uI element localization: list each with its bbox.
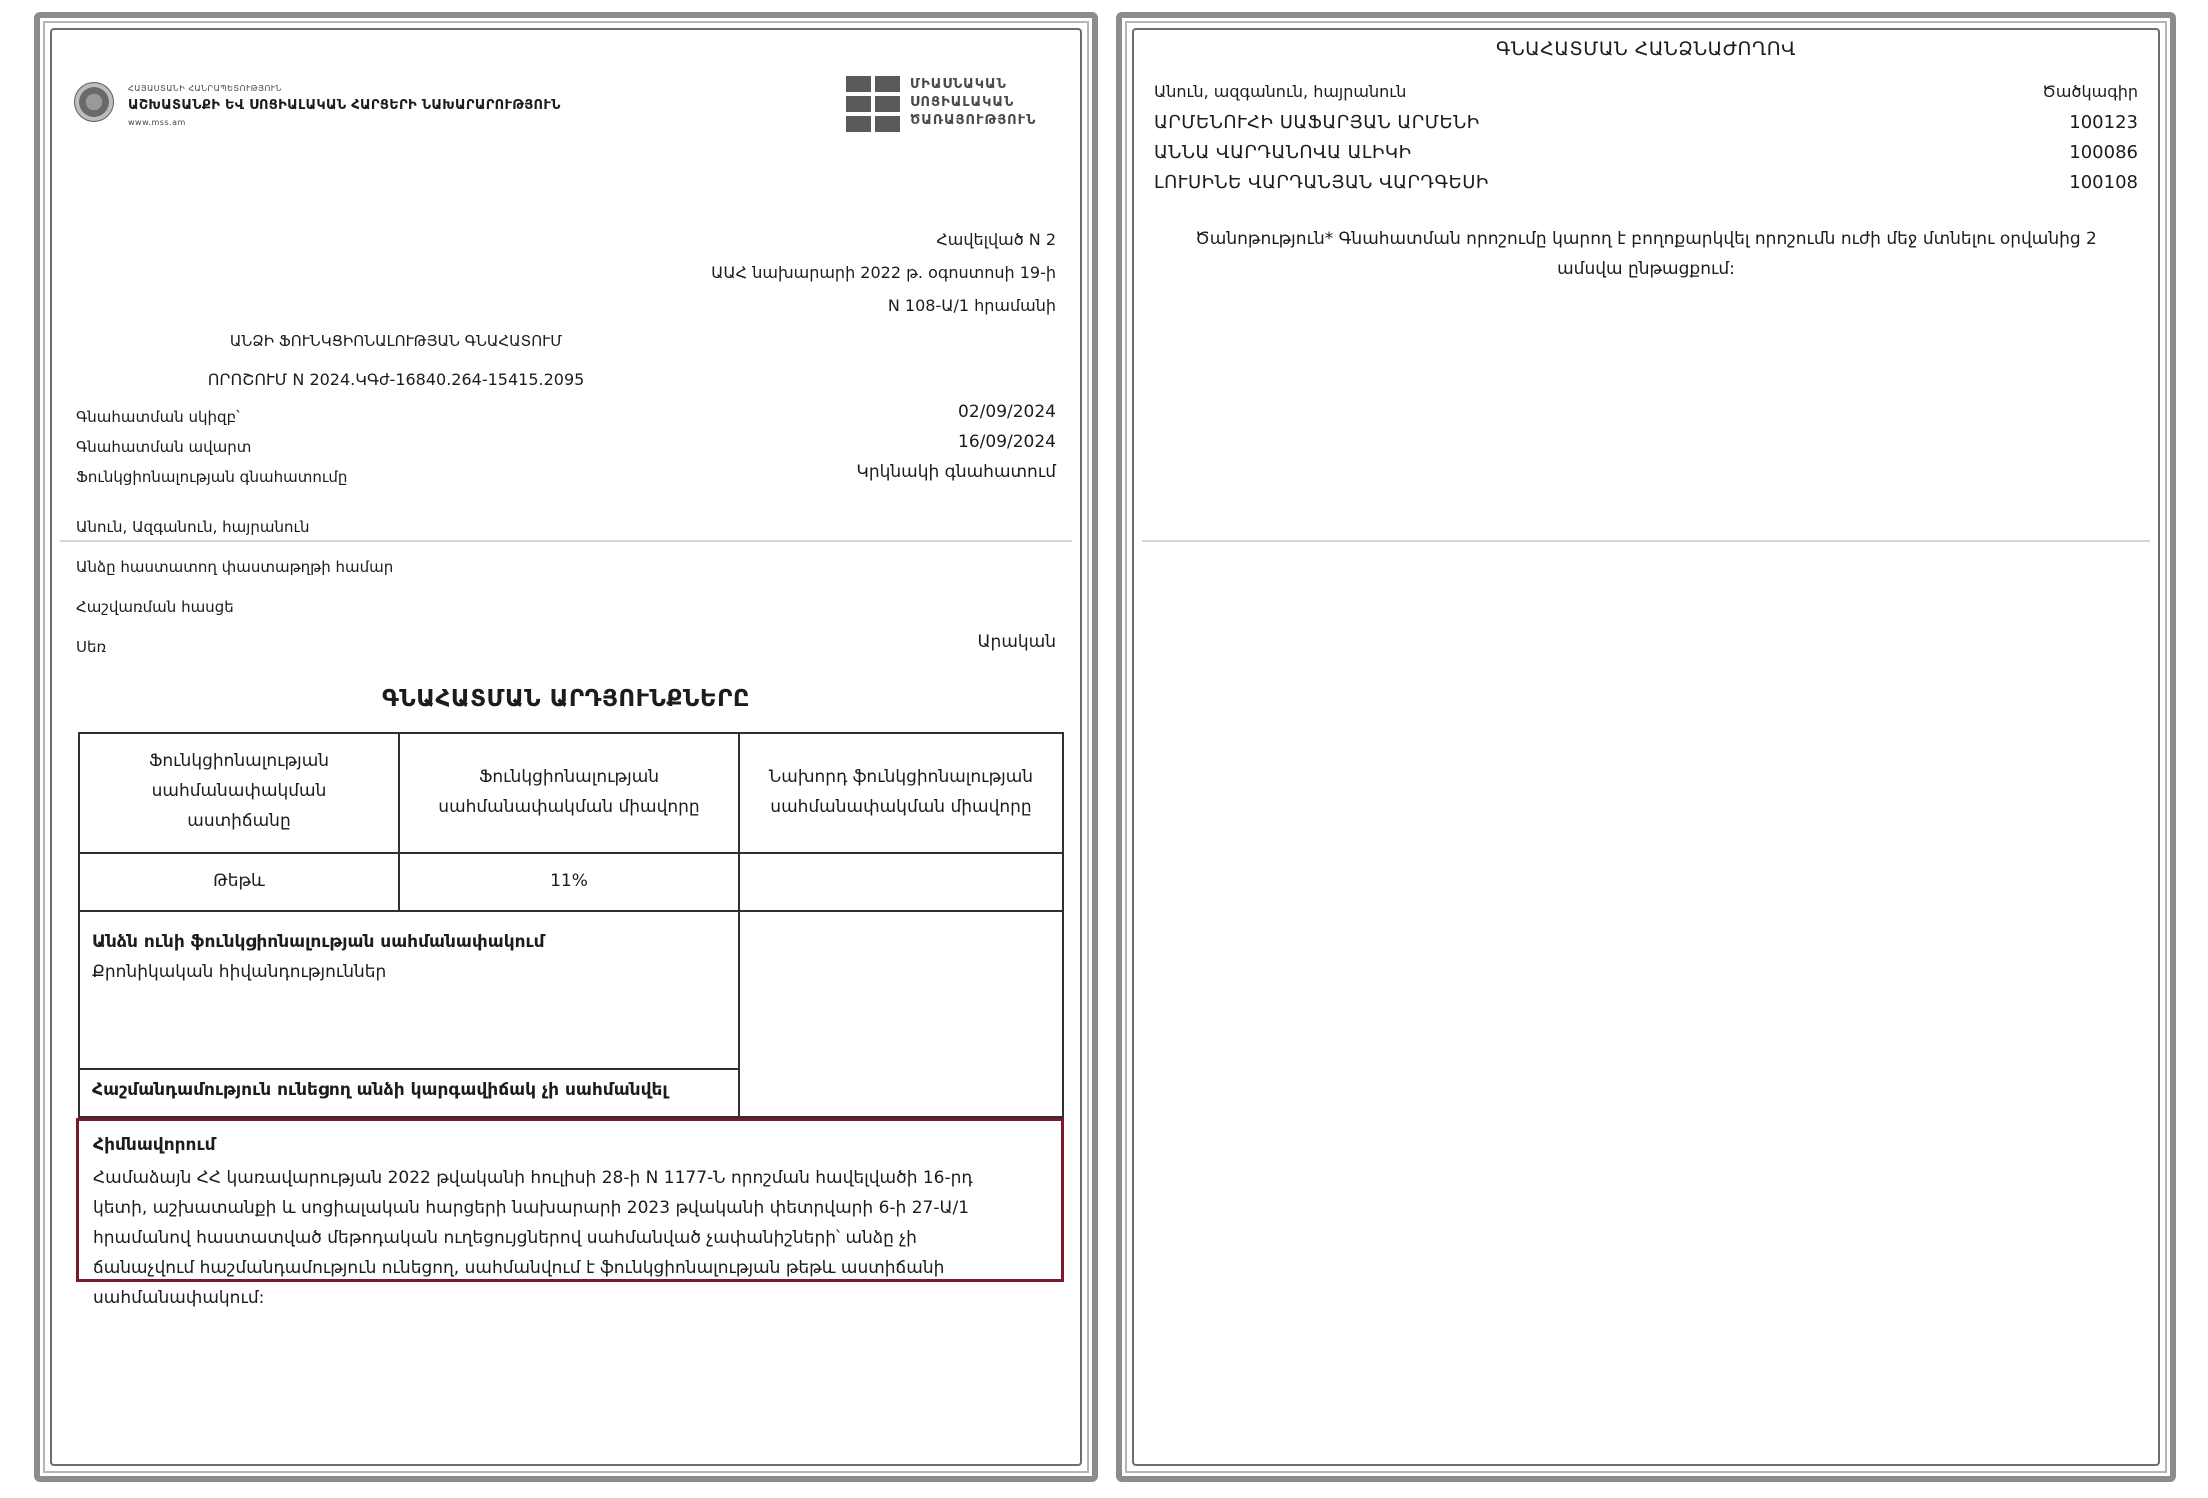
- address-label: Հաշվառման հասցե: [76, 598, 234, 616]
- start-date-value: 02/09/2024: [958, 402, 1056, 422]
- member-name: ԱՐՄԵՆՈՒՀԻ ՍԱՖԱՐՅԱՆ ԱՐՄԵՆԻ: [1154, 112, 1480, 133]
- doc-title: ԱՆՁԻ ՖՈՒՆԿՑԻՈՆԱԼՈՒԹՅԱՆ ԳՆԱՀԱՏՈՒՄ: [229, 332, 563, 350]
- logo-line-3: ԾԱՌԱՅՈՒԹՅՈՒՆ: [910, 113, 1037, 128]
- header-score-line-2: սահմանափակման միավորը: [438, 797, 700, 817]
- decision-number: ՈՐՈՇՈՒՄ N 2024.ԿԳժ-16840.264-15415.2095: [207, 370, 585, 389]
- member-name: ԱՆՆԱ ՎԱՐԴԱՆՈՎԱ ԱԼԻԿԻ: [1154, 142, 1412, 163]
- basis-section: [76, 1118, 1064, 1308]
- start-date-label: Գնահատման սկիզբ՝: [76, 408, 240, 426]
- letterhead-republic: ՀԱՅԱՍՏԱՆԻ ՀԱՆՐԱՊԵՏՈՒԹՅՈՒՆ: [128, 84, 282, 93]
- results-title: ԳՆԱՀԱՏՄԱՆ ԱՐԴՅՈՒՆՔՆԵՐԸ: [382, 686, 750, 712]
- coat-of-arms-icon: [74, 82, 114, 122]
- commission-code-header: Ծածկագիր: [2042, 82, 2138, 101]
- unified-social-service-logo-icon: [846, 76, 900, 132]
- logo-line-1: ՄԻԱՍՆԱԿԱՆ: [910, 77, 1007, 92]
- degree-value: Թեթև: [213, 871, 265, 891]
- header-degree-line-1: Ֆունկցիոնալության: [148, 751, 330, 771]
- commission-note: Ծանոթություն* Գնահատման որոշումը կարող է բողոքարկվել որոշումն ուժի մեջ մտնելու օրվանից 2 ամսվա ընթացքում:: [1195, 229, 2097, 279]
- assessment-type-value: Կրկնակի գնահատում: [856, 462, 1056, 482]
- header-degree-line-2: սահմանափակման: [151, 781, 327, 801]
- logo-text: [910, 76, 1036, 130]
- basis-title: Հիմնավորում: [93, 1135, 216, 1155]
- annex-line-3: N 108-Ա/1 հրամանի: [887, 296, 1056, 315]
- header-degree: [80, 746, 398, 836]
- member-code: 100108: [2069, 172, 2138, 193]
- header-degree-line-3: աստիճանը: [187, 811, 291, 831]
- end-date-label: Գնահատման ավարտ: [76, 438, 252, 456]
- letterhead-website: www.mss.am: [128, 118, 186, 127]
- letterhead-ministry: ԱՇԽԱՏԱՆՔԻ ԵՎ ՍՈՑԻԱԼԱԿԱՆ ՀԱՐՑԵՐԻ ՆԱԽԱՐԱՐՈՒԹՅՈՒՆ: [128, 98, 561, 113]
- header-previous-score: [740, 762, 1062, 822]
- header-previous-line-1: Նախորդ ֆունկցիոնալության: [768, 767, 1034, 787]
- disability-status: Հաշմանդամություն ունեցող անձի կարգավիճակ չի սահմանվել: [92, 1080, 668, 1100]
- scan-fold-line: [60, 540, 1072, 542]
- logo-line-2: ՍՈՑԻԱԼԱԿԱՆ: [910, 95, 1015, 110]
- document-page-left: [34, 12, 1098, 1482]
- sex-label: Սեռ: [76, 638, 107, 656]
- member-code: 100123: [2069, 112, 2138, 133]
- header-score: [400, 762, 738, 822]
- member-code: 100086: [2069, 142, 2138, 163]
- commission-name-header: Անուն, ազգանուն, հայրանուն: [1154, 82, 1407, 101]
- scan-fold-line: [1142, 540, 2150, 542]
- annex-line-2: ԱԱՀ նախարարի 2022 թ. օգոստոսի 19-ի: [711, 263, 1056, 282]
- header-score-line-1: Ֆունկցիոնալության: [478, 767, 660, 787]
- end-date-value: 16/09/2024: [958, 432, 1056, 452]
- limitation-value: Քրոնիկական հիվանդություններ: [92, 962, 387, 982]
- limitation-label: Անձն ունի ֆունկցիոնալության սահմանափակում: [92, 932, 545, 952]
- member-name: ԼՈՒՍԻՆԵ ՎԱՐԴԱՆՅԱՆ ՎԱՐԴԳԵՍԻ: [1154, 172, 1489, 193]
- score-value: 11%: [550, 871, 588, 891]
- annex-line-1: Հավելված N 2: [936, 230, 1056, 249]
- commission-title: ԳՆԱՀԱՏՄԱՆ ՀԱՆՁՆԱԺՈՂՈՎ: [1496, 38, 1796, 60]
- document-page-right: [1116, 12, 2176, 1482]
- assessment-type-label: Ֆունկցիոնալության գնահատումը: [76, 468, 348, 486]
- id-document-label: Անձը հաստատող փաստաթղթի համար: [76, 558, 394, 576]
- full-name-label: Անուն, Ազգանուն, հայրանուն: [76, 518, 310, 536]
- basis-text: Համաձայն ՀՀ կառավարության 2022 թվականի հուլիսի 28-ի N 1177-Ն որոշման հավելվածի 16-րդ կետի, աշխատանքի և սոցիալական հարցերի նախարարի 2023 թվականի փետրվարի 6-ի 27-Ա/1 հրամանով հաստատված մեթոդական ուղեցույցներով սահմանված չափանիշների՝ անձը չի ճանաչվում հաշմանդամություն ունեցող, սահմանվում է ֆունկցիոնալության թեթև աստիճանի սահմանափակում:: [93, 1168, 973, 1308]
- sex-value: Արական: [977, 632, 1056, 652]
- header-previous-line-2: սահմանափակման միավորը: [770, 797, 1032, 817]
